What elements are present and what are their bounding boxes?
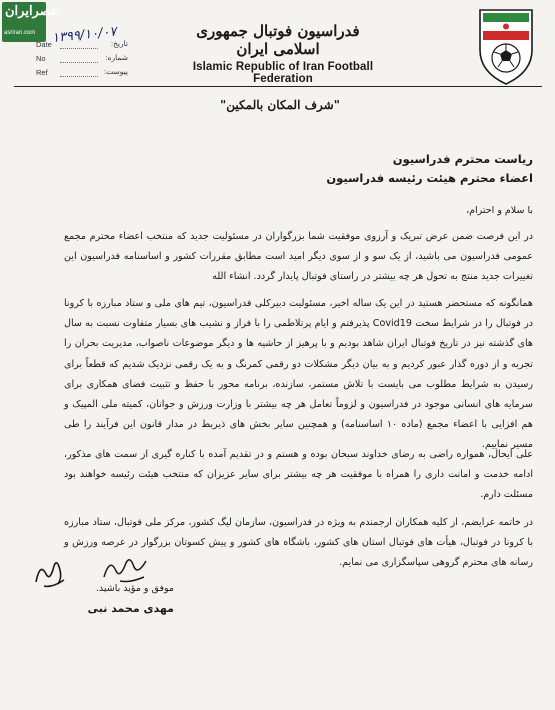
federation-logo-icon bbox=[474, 6, 538, 86]
body-paragraph: همانگونه که مستحضر هستید در این یک ساله اخیر، مسئولیت دبیرکلی فدراسیون، تیم های ملی و ستاد مبارزه با کرونا در فوتبال را در شرایط سخت Covid19 پذیرفتم و ایام پرتلاطمی را با فراز و نشیب های بسیار متفاوت نسبت به سال های گذشته نیز در تاریخ فوتبال ایران شاهد بودیم و با پرهیز از حاشیه ها و دیگر موضوعات ناصواب، مدیریت بحران را تجربه و از دوره گذار عبور کردیم و به بیان دیگر مشکلات دو رقمی کمرنگ و به یک رقمی نزدیک شدیم که قطعاً برای رسیدن به شرایط مطلوب می بایست با تلاش مستمر، سازنده، برنامه محور با حفظ و تثبیت فضای همکاری برای سرمایه های انسانی موجود در فدراسیون و لزوماً تعامل هر چه بیشتر با وزارت ورزش و جوانان، کمیته ملی المپیک و هم افزایی با اعضاء مجمع (ماده ۱۰ اساسنامه) و همچنین سایر بخش های ذیربط در مدار قانون این فرآیند را طی مسیر نماییم. bbox=[64, 298, 533, 451]
watermark-site: asriran.com bbox=[4, 30, 36, 36]
org-name-fa: فدراسیون فوتبال جمهوری اسلامی ایران bbox=[196, 22, 360, 58]
body-paragraph: در این فرصت ضمن عرض تبریک و آرزوی موفقیت شما بزرگواران در مسئولیت جدید که منتخب اعضاء محترم مجمع عمومی فدراسیون می باشید، از یک سو و از سوی دیگر امید است مطابق مقررات کشور و اساسنامه فدراسیون این تغییرات جدید منتج به تحول هر چه بیشتر در راستای فوتبال پایدار گردد. انشاء الله bbox=[64, 231, 533, 283]
ref-label-fa: پیوست: bbox=[104, 67, 128, 76]
watermark-logo-text: عصرایران bbox=[5, 4, 59, 19]
signer-name: مهدی محمد نبی bbox=[87, 602, 174, 615]
signature-mark-icon bbox=[30, 552, 70, 592]
handwritten-date: ۱۳۹۹/۱۰/۰۷ bbox=[51, 24, 118, 47]
no-label-en: No bbox=[36, 54, 46, 63]
greeting: با سلام و احترام، bbox=[466, 205, 533, 216]
recipient-line: اعضاء محترم هیئت رئیسه فدراسیون bbox=[326, 171, 533, 185]
ref-label-en: Ref bbox=[36, 68, 48, 77]
no-label-fa: شماره: bbox=[105, 53, 128, 62]
closing-line: موفق و مؤید باشید. bbox=[95, 583, 174, 594]
watermark-logo bbox=[2, 2, 59, 42]
no-line bbox=[60, 62, 98, 63]
letter-heading: "شرف المکان بالمکین" bbox=[220, 98, 340, 112]
recipient-line: ریاست محترم فدراسیون bbox=[392, 152, 533, 166]
meta-no-row bbox=[8, 52, 128, 66]
date-line bbox=[60, 48, 98, 49]
ref-line bbox=[60, 76, 98, 77]
header-divider bbox=[14, 86, 542, 87]
body-paragraph: در خاتمه عرایضم، از کلیه همکاران ارجمندم به ویژه در فدراسیون، سازمان لیگ کشور، مرکز ملی فوتبال، ستاد مبارزه با کرونا در فوتبال، هیأت های فوتبال استان های کشور، باشگاه های کشور و پیش کسوتان بزرگوار در عرصه ورزش و رسانه های محترم گروهی سپاسگزاری می نمایم. bbox=[64, 517, 533, 569]
meta-ref-row bbox=[8, 66, 128, 80]
date-label-en: Date bbox=[36, 40, 52, 49]
signature-icon bbox=[100, 553, 152, 585]
date-label-fa: تاریخ: bbox=[110, 39, 128, 48]
body-paragraph: علی ایحال، همواره راضی به رضای خداوند سبحان بوده و هستم و در تقدیم آمده با کناره گیری از سمت های مذکور، ادامه خدمت و امانت داری را همراه با موفقیت هر چه بیشتر برای سایر عزیزان که منتخب هیئت رئیسه خواهند بود مسئلت دارم. bbox=[64, 449, 533, 501]
meta-date-row bbox=[8, 38, 128, 52]
org-name-en: Islamic Republic of Iran Football Federation bbox=[192, 61, 374, 85]
